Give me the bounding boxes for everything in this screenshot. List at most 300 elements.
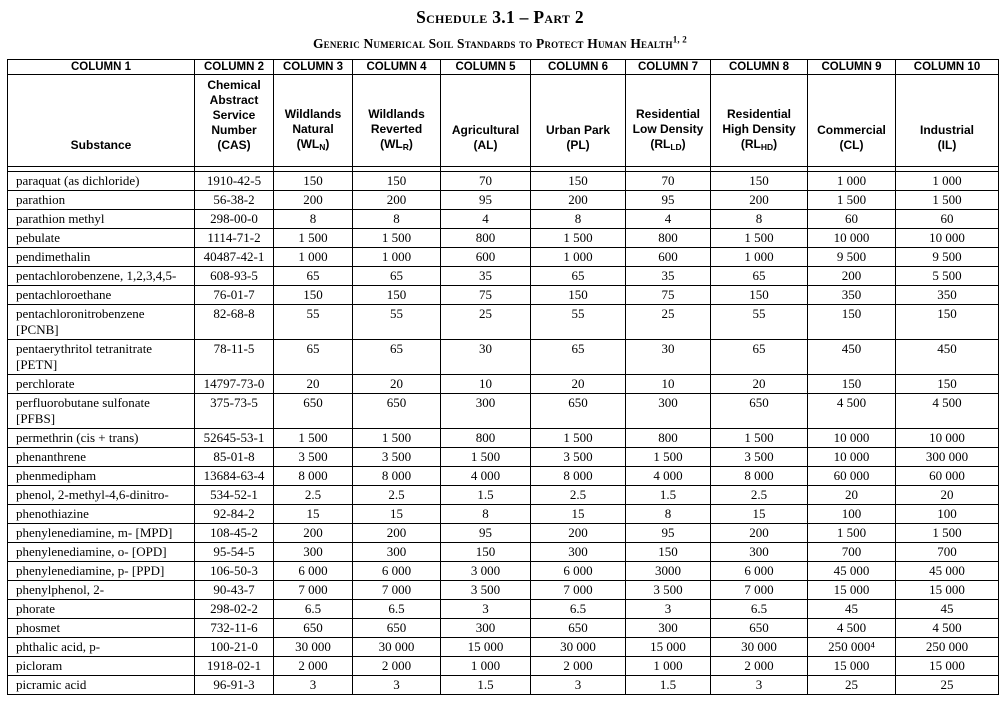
value-cell-cl: 1 000 [808,172,896,191]
substance-cell [8,505,195,524]
value-cell-rl_ld: 15 000 [626,638,711,657]
substance-name-line: pentachloronitrobenzene [16,306,145,321]
value-cell-wl_n: 65 [274,267,353,286]
table-row [8,562,999,581]
table-row [8,172,999,191]
value-cell-cl: 10 000 [808,448,896,467]
field-header-line: Low Density [632,122,704,136]
substance-cell [8,191,195,210]
substance-cell [8,248,195,267]
substance-cell [8,375,195,394]
cas-number-cell: 608-93-5 [195,267,274,286]
value-cell-wl_r: 7 000 [353,581,441,600]
value-cell-wl_r: 3 [353,676,441,695]
value-cell-wl_n: 20 [274,375,353,394]
substance-cell [8,543,195,562]
value-cell-rl_hd: 65 [711,267,808,286]
table-row [8,581,999,600]
field-header-line: Abstract [209,93,259,107]
value-cell-cl: 150 [808,375,896,394]
column-number-header-7: COLUMN 7 [626,60,711,75]
substance-cell [8,638,195,657]
value-cell-pl: 150 [531,286,626,305]
value-cell-pl: 7 000 [531,581,626,600]
column-number-header-10: COLUMN 10 [896,60,999,75]
value-cell-rl_ld: 10 [626,375,711,394]
field-header-line: Wildlands [284,107,342,121]
substance-cell [8,394,195,429]
value-cell-cl: 1 500 [808,524,896,543]
value-cell-pl: 8 000 [531,467,626,486]
value-cell-rl_hd: 150 [711,172,808,191]
substance-name-line: phenylenediamine, p- [PPD] [16,563,165,578]
value-cell-wl_n: 150 [274,172,353,191]
value-cell-wl_n: 2 000 [274,657,353,676]
table-row [8,600,999,619]
value-cell-il: 100 [896,505,999,524]
value-cell-rl_ld: 95 [626,191,711,210]
column-number-header-1: COLUMN 1 [8,60,195,75]
value-cell-rl_ld: 1.5 [626,486,711,505]
table-row [8,505,999,524]
value-cell-pl: 20 [531,375,626,394]
column-number-header-3: COLUMN 3 [274,60,353,75]
value-cell-cl: 350 [808,286,896,305]
value-cell-wl_n: 150 [274,286,353,305]
substance-name-line: phosmet [16,620,61,635]
value-cell-il: 20 [896,486,999,505]
value-cell-wl_r: 650 [353,619,441,638]
value-cell-pl: 2 000 [531,657,626,676]
field-abbr: (AL) [473,138,498,152]
field-abbr: (RL [650,137,671,151]
field-header-line: Number [211,123,257,137]
value-cell-pl: 6.5 [531,600,626,619]
value-cell-wl_r: 8 000 [353,467,441,486]
cas-number-cell: 1918-02-1 [195,657,274,676]
value-cell-al: 150 [441,543,531,562]
table-row [8,305,999,340]
value-cell-rl_hd: 650 [711,394,808,429]
cas-number-cell: 95-54-5 [195,543,274,562]
value-cell-rl_hd: 300 [711,543,808,562]
value-cell-rl_hd: 8 000 [711,467,808,486]
value-cell-il: 10 000 [896,229,999,248]
value-cell-rl_hd: 7 000 [711,581,808,600]
value-cell-il: 25 [896,676,999,695]
value-cell-cl: 4 500 [808,394,896,429]
field-header-rl_ld [626,75,711,167]
subtitle-footnote-marker: 1, 2 [672,34,688,45]
field-header-line: Natural [292,122,334,136]
field-header-line: Commercial [817,123,886,137]
field-header-line: Industrial [919,123,974,137]
value-cell-wl_r: 1 500 [353,429,441,448]
substance-cell [8,486,195,505]
value-cell-pl: 65 [531,267,626,286]
value-cell-wl_n: 1 500 [274,429,353,448]
value-cell-pl: 65 [531,340,626,375]
value-cell-cl: 200 [808,267,896,286]
value-cell-wl_n: 1 500 [274,229,353,248]
value-cell-pl: 650 [531,619,626,638]
substance-name-line: pentachloroethane [16,287,112,302]
value-cell-rl_ld: 30 [626,340,711,375]
value-cell-wl_n: 8 000 [274,467,353,486]
value-cell-al: 1 000 [441,657,531,676]
value-cell-al: 95 [441,191,531,210]
value-cell-rl_ld: 75 [626,286,711,305]
value-cell-pl: 2.5 [531,486,626,505]
field-abbr: (CAS) [217,138,251,152]
table-header [8,60,999,167]
field-header-line: Chemical [207,78,261,92]
table-row [8,638,999,657]
table-row [8,676,999,695]
cas-number-cell: 85-01-8 [195,448,274,467]
value-cell-al: 25 [441,305,531,340]
table-row [8,543,999,562]
substance-name-line: perfluorobutane sulfonate [16,395,150,410]
value-cell-il: 450 [896,340,999,375]
value-cell-wl_n: 3 [274,676,353,695]
value-cell-il: 5 500 [896,267,999,286]
table-row [8,657,999,676]
value-cell-pl: 200 [531,524,626,543]
value-cell-wl_r: 20 [353,375,441,394]
value-cell-rl_ld: 95 [626,524,711,543]
substance-cell [8,267,195,286]
field-abbr-subscript: R [402,142,409,152]
value-cell-rl_hd: 1 000 [711,248,808,267]
table-row [8,375,999,394]
value-cell-rl_ld: 3000 [626,562,711,581]
field-header-line: Service [212,108,256,122]
field-header-row [8,75,999,167]
value-cell-rl_hd: 20 [711,375,808,394]
value-cell-rl_ld: 300 [626,619,711,638]
value-cell-al: 300 [441,394,531,429]
value-cell-cl: 15 000 [808,657,896,676]
field-header-line: Substance [70,138,132,152]
value-cell-wl_r: 8 [353,210,441,229]
value-cell-wl_n: 55 [274,305,353,340]
value-cell-il: 300 000 [896,448,999,467]
value-cell-al: 3 000 [441,562,531,581]
value-cell-rl_hd: 200 [711,524,808,543]
soil-standards-table [7,59,999,695]
substance-name-line: parathion [16,192,66,207]
value-cell-al: 15 000 [441,638,531,657]
field-abbr: (CL) [839,138,864,152]
value-cell-il: 45 000 [896,562,999,581]
substance-name-line: [PFBS] [16,411,56,426]
table-row [8,340,999,375]
table-row [8,229,999,248]
value-cell-rl_ld: 800 [626,429,711,448]
value-cell-wl_r: 2 000 [353,657,441,676]
substance-cell [8,467,195,486]
value-cell-pl: 8 [531,210,626,229]
substance-cell [8,210,195,229]
cas-number-cell: 96-91-3 [195,676,274,695]
value-cell-wl_r: 55 [353,305,441,340]
value-cell-cl: 60 000 [808,467,896,486]
cas-number-cell: 1114-71-2 [195,229,274,248]
value-cell-pl: 55 [531,305,626,340]
value-cell-rl_hd: 2.5 [711,486,808,505]
column-number-header-2: COLUMN 2 [195,60,274,75]
value-cell-rl_ld: 3 [626,600,711,619]
value-cell-al: 3 [441,600,531,619]
cas-number-cell: 13684-63-4 [195,467,274,486]
substance-cell [8,172,195,191]
field-header-line: High Density [722,122,796,136]
substance-name-line: phenmedipham [16,468,97,483]
substance-name-line: phenothiazine [16,506,89,521]
column-number-header-8: COLUMN 8 [711,60,808,75]
value-cell-pl: 3 500 [531,448,626,467]
value-cell-rl_ld: 150 [626,543,711,562]
value-cell-pl: 30 000 [531,638,626,657]
value-cell-il: 250 000 [896,638,999,657]
value-cell-al: 75 [441,286,531,305]
substance-cell [8,676,195,695]
value-cell-al: 8 [441,505,531,524]
field-header-rl_hd [711,75,808,167]
value-cell-al: 800 [441,429,531,448]
field-abbr-subscript: HD [760,142,774,152]
value-cell-wl_r: 6 000 [353,562,441,581]
substance-name-line: [PCNB] [16,322,59,337]
value-cell-al: 1 500 [441,448,531,467]
substance-cell [8,229,195,248]
value-cell-il: 15 000 [896,581,999,600]
value-cell-pl: 1 500 [531,229,626,248]
value-cell-wl_r: 200 [353,191,441,210]
table-row [8,619,999,638]
value-cell-al: 4 [441,210,531,229]
field-abbr: (PL) [566,138,590,152]
value-cell-al: 30 [441,340,531,375]
value-cell-cl: 15 000 [808,581,896,600]
value-cell-rl_hd: 6 000 [711,562,808,581]
value-cell-wl_n: 1 000 [274,248,353,267]
field-abbr-close: ) [681,137,686,151]
value-cell-rl_ld: 4 000 [626,467,711,486]
field-abbr-subscript: LD [670,142,682,152]
substance-cell [8,286,195,305]
value-cell-rl_hd: 15 [711,505,808,524]
substance-name-line: phthalic acid, p- [16,639,101,654]
value-cell-wl_n: 650 [274,394,353,429]
value-cell-wl_n: 200 [274,191,353,210]
field-header-al [441,75,531,167]
field-header-line: Residential [726,107,792,121]
substance-name-line: phenanthrene [16,449,87,464]
value-cell-rl_hd: 30 000 [711,638,808,657]
value-cell-wl_r: 300 [353,543,441,562]
substance-name-line: picloram [16,658,63,673]
field-abbr-close: ) [773,137,778,151]
value-cell-wl_r: 1 000 [353,248,441,267]
value-cell-rl_hd: 3 500 [711,448,808,467]
page-subtitle-text: Generic Numerical Soil Standards to Protect Human Health [312,36,673,51]
page-title-text: Schedule 3.1 – Part 2 [416,7,584,27]
column-number-header-5: COLUMN 5 [441,60,531,75]
column-number-header-9: COLUMN 9 [808,60,896,75]
field-abbr-subscript: N [319,142,326,152]
field-abbr: (WL [380,137,403,151]
cas-number-cell: 82-68-8 [195,305,274,340]
cas-number-cell: 76-01-7 [195,286,274,305]
value-cell-cl: 9 500 [808,248,896,267]
value-cell-rl_ld: 70 [626,172,711,191]
value-cell-il: 15 000 [896,657,999,676]
value-cell-cl: 25 [808,676,896,695]
value-cell-al: 1.5 [441,676,531,695]
cas-number-cell: 375-73-5 [195,394,274,429]
value-cell-il: 150 [896,305,999,340]
value-cell-wl_n: 300 [274,543,353,562]
cas-number-cell: 106-50-3 [195,562,274,581]
field-header-substance [8,75,195,167]
table-row [8,448,999,467]
field-header-wl_n [274,75,353,167]
value-cell-rl_ld: 3 500 [626,581,711,600]
column-number-header-6: COLUMN 6 [531,60,626,75]
cas-number-cell: 90-43-7 [195,581,274,600]
substance-name-line: phenylenediamine, o- [OPD] [16,544,167,559]
value-cell-il: 150 [896,375,999,394]
value-cell-rl_hd: 1 500 [711,229,808,248]
value-cell-rl_ld: 600 [626,248,711,267]
substance-name-line: pentachlorobenzene, 1,2,3,4,5- [16,268,177,283]
value-cell-cl: 45 [808,600,896,619]
value-cell-al: 4 000 [441,467,531,486]
value-cell-pl: 1 500 [531,429,626,448]
value-cell-il: 60 [896,210,999,229]
field-header-line: Wildlands [368,107,425,121]
value-cell-rl_hd: 1 500 [711,429,808,448]
value-cell-il: 350 [896,286,999,305]
value-cell-cl: 450 [808,340,896,375]
cas-number-cell: 1910-42-5 [195,172,274,191]
cas-number-cell: 56-38-2 [195,191,274,210]
value-cell-il: 1 500 [896,191,999,210]
substance-name-line: phenylphenol, 2- [16,582,105,597]
value-cell-wl_n: 6 000 [274,562,353,581]
substance-cell [8,619,195,638]
cas-number-cell: 92-84-2 [195,505,274,524]
value-cell-wl_n: 8 [274,210,353,229]
value-cell-il: 1 500 [896,524,999,543]
value-cell-wl_n: 6.5 [274,600,353,619]
value-cell-il: 4 500 [896,619,999,638]
value-cell-wl_n: 650 [274,619,353,638]
value-cell-al: 1.5 [441,486,531,505]
value-cell-il: 9 500 [896,248,999,267]
value-cell-wl_n: 2.5 [274,486,353,505]
field-header-line: Residential [635,107,701,121]
value-cell-al: 10 [441,375,531,394]
value-cell-pl: 650 [531,394,626,429]
value-cell-cl: 150 [808,305,896,340]
table-row [8,286,999,305]
value-cell-rl_ld: 8 [626,505,711,524]
value-cell-cl: 20 [808,486,896,505]
value-cell-al: 3 500 [441,581,531,600]
value-cell-wl_r: 6.5 [353,600,441,619]
table-row [8,394,999,429]
value-cell-rl_ld: 35 [626,267,711,286]
cas-number-cell: 100-21-0 [195,638,274,657]
value-cell-rl_ld: 800 [626,229,711,248]
value-cell-wl_n: 3 500 [274,448,353,467]
value-cell-cl: 10 000 [808,429,896,448]
value-cell-pl: 150 [531,172,626,191]
substance-cell [8,429,195,448]
table-row [8,524,999,543]
field-abbr: (WL [296,137,320,151]
substance-name-line: parathion methyl [16,211,105,226]
cas-number-cell: 298-00-0 [195,210,274,229]
value-cell-cl: 250 000⁴ [808,638,896,657]
field-abbr-close: ) [325,137,330,151]
value-cell-pl: 6 000 [531,562,626,581]
value-cell-al: 95 [441,524,531,543]
value-cell-al: 70 [441,172,531,191]
table-row [8,248,999,267]
value-cell-rl_hd: 2 000 [711,657,808,676]
field-header-line: Agricultural [451,123,520,137]
value-cell-wl_r: 65 [353,340,441,375]
substance-name-line: pebulate [16,230,61,245]
value-cell-cl: 45 000 [808,562,896,581]
value-cell-il: 4 500 [896,394,999,429]
field-abbr: (IL) [937,138,957,152]
value-cell-il: 45 [896,600,999,619]
value-cell-pl: 300 [531,543,626,562]
value-cell-pl: 3 [531,676,626,695]
value-cell-wl_r: 3 500 [353,448,441,467]
value-cell-wl_r: 1 500 [353,229,441,248]
field-abbr-close: ) [408,137,413,151]
value-cell-pl: 15 [531,505,626,524]
substance-name-line: pendimethalin [16,249,91,264]
value-cell-wl_r: 650 [353,394,441,429]
substance-name-line: picramic acid [16,677,87,692]
value-cell-rl_hd: 650 [711,619,808,638]
substance-name-line: permethrin (cis + trans) [16,430,139,445]
cas-number-cell: 52645-53-1 [195,429,274,448]
cas-number-cell: 732-11-6 [195,619,274,638]
substance-cell [8,524,195,543]
table-row [8,210,999,229]
value-cell-al: 300 [441,619,531,638]
table-row [8,267,999,286]
value-cell-il: 1 000 [896,172,999,191]
table-row [8,429,999,448]
value-cell-rl_hd: 150 [711,286,808,305]
field-header-line: Reverted [370,122,423,136]
field-header-pl [531,75,626,167]
table-row [8,191,999,210]
value-cell-cl: 10 000 [808,229,896,248]
value-cell-rl_ld: 300 [626,394,711,429]
cas-number-cell: 108-45-2 [195,524,274,543]
substance-name-line: [PETN] [16,357,58,372]
